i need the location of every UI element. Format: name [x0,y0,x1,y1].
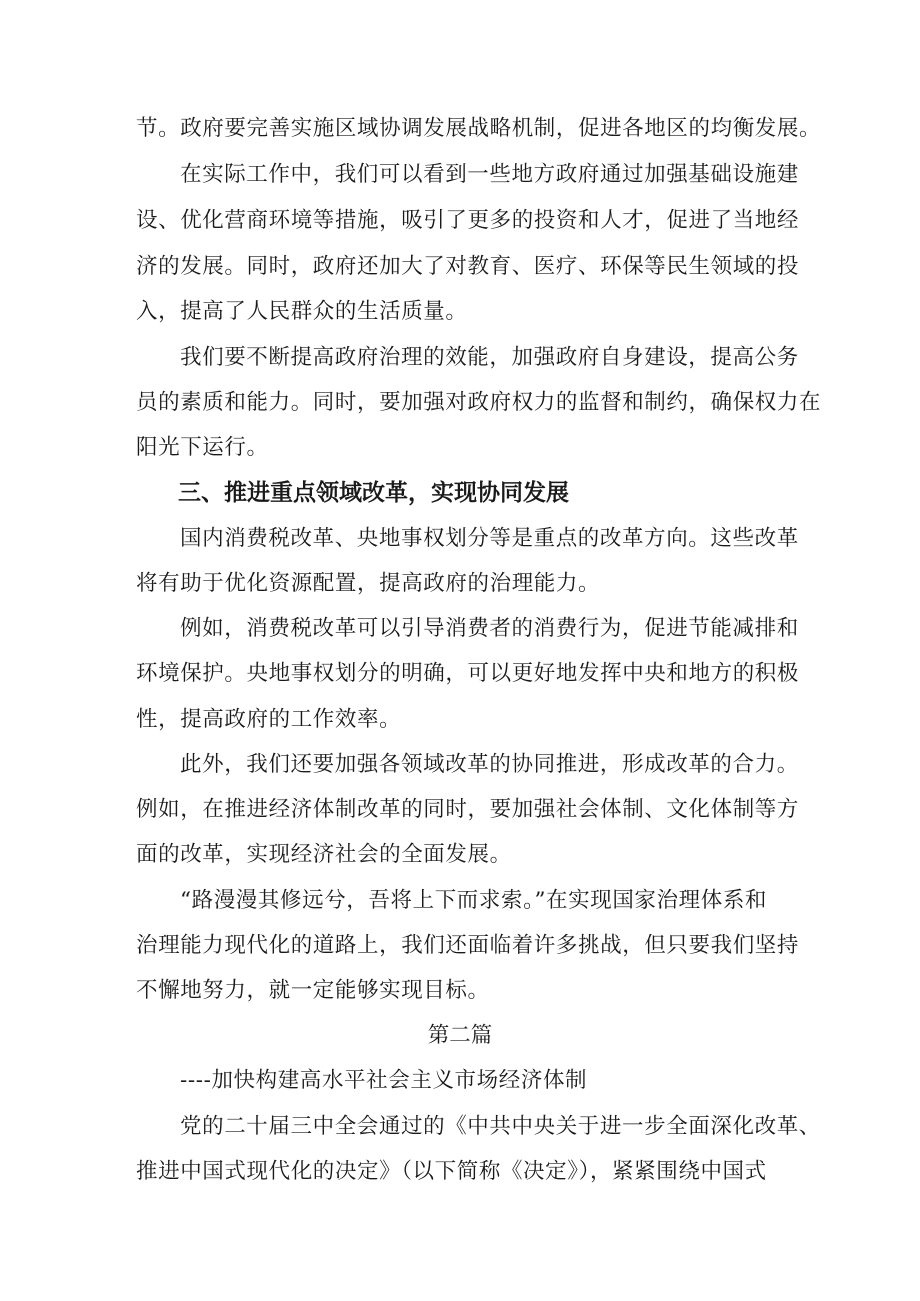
section-title: 第二篇 [427,1023,493,1048]
paragraph-line: 我们要不断提高政府治理的效能，加强政府自身建设，提高公务 [180,345,799,370]
paragraph-line: 面的改革，实现经济社会的全面发展。 [136,842,512,867]
paragraph-line: 推进中国式现代化的决定》（以下简称《决定》），紧紧围绕中国式 [136,1159,767,1184]
paragraph-line: 例如，在推进经济体制改革的同时，要加强社会体制、文化体制等方 [136,797,800,822]
paragraph-line: 节。政府要完善实施区域协调发展战略机制，促进各地区的均衡发展。 [136,116,822,141]
paragraph-line: 济的发展。同时，政府还加大了对教育、医疗、环保等民生领域的投 [136,254,800,279]
paragraph-line: “路漫漫其修远兮，吾将上下而求索。”在实现国家治理体系和 [180,888,768,913]
paragraph-line: 将有助于优化资源配置，提高政府的治理能力。 [136,571,601,596]
paragraph-line: 党的二十届三中全会通过的《中共中央关于进一步全面深化改革、 [180,1114,821,1139]
paragraph-line: 治理能力现代化的道路上，我们还面临着许多挑战，但只要我们坚持 [136,933,800,958]
section-heading: 三、推进重点领域改革，实现协同发展 [178,480,569,506]
paragraph-line: 阳光下运行。 [136,435,269,460]
paragraph-line: 国内消费税改革、央地事权划分等是重点的改革方向。这些改革 [180,526,799,551]
paragraph-line: 设、优化营商环境等措施，吸引了更多的投资和人才，促进了当地经 [136,208,800,233]
paragraph-line: 不懈地努力，就一定能够实现目标。 [136,978,490,1003]
paragraph-line: 入，提高了人民群众的生活质量。 [136,299,468,324]
paragraph-line: 环境保护。央地事权划分的明确，可以更好地发挥中央和地方的积极 [136,661,800,686]
subtitle: ----加快构建高水平社会主义市场经济体制 [180,1068,588,1093]
paragraph-line: 员的素质和能力。同时，要加强对政府权力的监督和制约，确保权力在 [136,390,822,415]
paragraph-line: 在实际工作中，我们可以看到一些地方政府通过加强基础设施建 [180,162,799,187]
paragraph-line: 此外，我们还要加强各领域改革的协同推进，形成改革的合力。 [180,752,799,777]
paragraph-line: 例如，消费税改革可以引导消费者的消费行为，促进节能减排和 [180,616,799,641]
paragraph-line: 性，提高政府的工作效率。 [136,707,402,732]
